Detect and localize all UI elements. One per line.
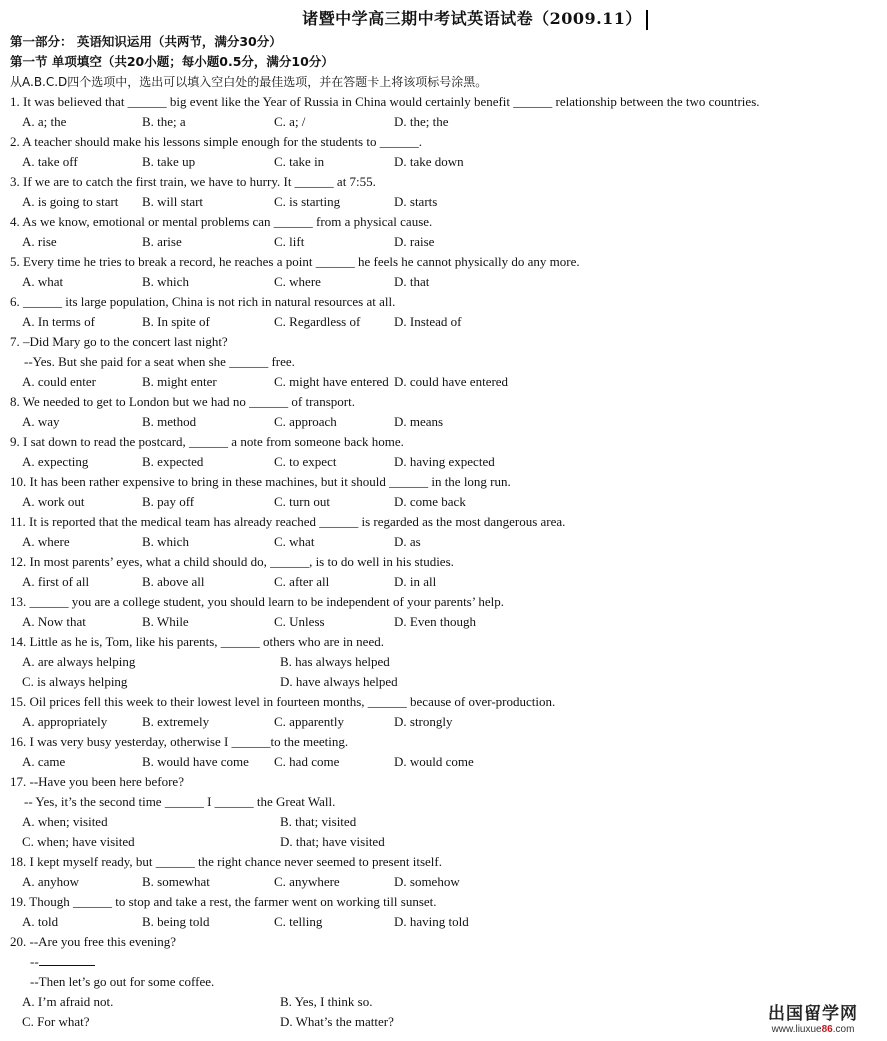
option-a: A. rise [22,234,57,249]
option-a: A. first of all [22,574,90,589]
question-stem: 12. In most parents’ eyes, what a child should do, ______, is to do well in his studies. [10,554,454,569]
option-d: D. What’s the matter? [280,1014,394,1029]
option-a: A. when; visited [22,814,108,829]
option-c: C. approach [274,414,337,429]
question-stem: 2. A teacher should make his lessons simple enough for the students to ______. [10,134,422,149]
question-stem: 15. Oil prices fell this week to their lowest level in fourteen months, ______ because of over-production. [10,694,556,709]
option-row [10,372,880,392]
option-b: B. being told [142,914,210,929]
option-a: A. could enter [22,374,97,389]
option-c: C. lift [274,234,305,249]
option-b: B. which [142,534,189,549]
option-d: D. starts [394,194,438,209]
question-stem: 13. ______ you are a college student, you should learn to be independent of your parents’ help. [10,594,504,609]
option-c: C. Unless [274,614,325,629]
option-b: B. Yes, I think so. [280,994,373,1009]
question-stem: 6. ______ its large population, China is not rich in natural resources at all. [10,294,396,309]
option-row [10,272,880,292]
question-stem: 1. It was believed that ______ big event like the Year of Russia in China would certainly benefit ______ relationship between the two countries. [10,94,760,109]
option-row [10,1012,880,1032]
option-row [10,412,880,432]
option-c: C. take in [274,154,325,169]
answer-blank [39,953,95,966]
option-a: A. is going to start [22,194,119,209]
option-b: B. While [142,614,189,629]
option-c: C. when; have visited [22,834,135,849]
option-c: C. a; / [274,114,306,129]
question-stem: 4. As we know, emotional or mental problems can ______ from a physical cause. [10,214,433,229]
option-b: B. which [142,274,189,289]
option-d: D. raise [394,234,435,249]
option-row [10,232,880,252]
option-b: B. take up [142,154,196,169]
watermark-logo [753,999,873,1035]
question-stem: 5. Every time he tries to break a record, he reaches a point ______ he feels he cannot physically do any more. [10,254,580,269]
option-c: C. anywhere [274,874,340,889]
option-c: C. after all [274,574,330,589]
watermark-name: 出国留学网 [768,1004,858,1024]
question-stem: 7. –Did Mary go to the concert last night? [10,334,228,349]
instructions: 从A.B.C.D四个选项中，选出可以填入空白处的最佳选项，并在答题卡上将该项标号涂黑。 [10,75,488,89]
option-row [10,312,880,332]
option-a: A. In terms of [22,314,95,329]
option-row [10,612,880,632]
option-b: B. might enter [142,374,217,389]
option-d: D. could have entered [394,374,509,389]
option-d: D. in all [394,574,437,589]
option-d: D. having told [394,914,469,929]
option-d: D. strongly [394,714,453,729]
question-stem: 14. Little as he is, Tom, like his parents, ______ others who are in need. [10,634,384,649]
option-a: A. told [22,914,59,929]
option-row [10,872,880,892]
option-row [10,812,880,832]
option-d: D. somehow [394,874,460,889]
option-a: A. appropriately [22,714,108,729]
option-b: B. method [142,414,197,429]
option-b: B. that; visited [280,814,357,829]
option-c: C. is starting [274,194,341,209]
option-d: D. the; the [394,114,449,129]
question-line: --Yes. But she paid for a seat when she ______ free. [24,354,295,369]
option-b: B. pay off [142,494,195,509]
option-row [10,672,880,692]
option-b: B. above all [142,574,205,589]
option-row [10,652,880,672]
question-stem: 3. If we are to catch the first train, we have to hurry. It ______ at 7:55. [10,174,376,189]
option-d: D. that [394,274,430,289]
option-row [10,452,880,472]
question-list [10,92,880,1032]
option-b: B. expected [142,454,204,469]
option-d: D. having expected [394,454,495,469]
option-row [10,192,880,212]
text-cursor [646,10,648,30]
option-row [10,572,880,592]
option-a: A. work out [22,494,85,509]
question-stem: 18. I kept myself ready, but ______ the right chance never seemed to present itself. [10,854,442,869]
option-a: A. way [22,414,60,429]
option-d: D. that; have visited [280,834,385,849]
option-d: D. Instead of [394,314,462,329]
question-line: -- [10,952,880,972]
option-row [10,992,880,1012]
exam-page [10,6,880,1032]
option-d: D. would come [394,754,474,769]
option-row [10,112,880,132]
option-c: C. where [274,274,321,289]
option-d: D. have always helped [280,674,398,689]
question-stem: 16. I was very busy yesterday, otherwise I ______to the meeting. [10,734,349,749]
option-a: A. anyhow [22,874,80,889]
question-stem: 8. We needed to get to London but we had no ______ of transport. [10,394,355,409]
option-c: C. is always helping [22,674,128,689]
question-stem: 10. It has been rather expensive to bring in these machines, but it should ______ in the long run. [10,474,511,489]
option-c: C. For what? [22,1014,90,1029]
watermark-url: www.liuxue86.com [771,1024,855,1035]
option-a: A. I’m afraid not. [22,994,114,1009]
option-a: A. Now that [22,614,86,629]
option-a: A. expecting [22,454,89,469]
option-b: B. the; a [142,114,186,129]
option-row [10,492,880,512]
option-a: A. a; the [22,114,67,129]
question-stem: 17. --Have you been here before? [10,774,184,789]
option-a: A. what [22,274,64,289]
option-c: C. what [274,534,315,549]
option-d: D. means [394,414,444,429]
option-c: C. telling [274,914,323,929]
exam-title: 诸暨中学高三期中考试英语试卷（2009.11） [70,6,880,32]
option-row [10,532,880,552]
option-b: B. somewhat [142,874,210,889]
question-stem: 11. It is reported that the medical team has already reached ______ is regarded as the most dangerous area. [10,514,566,529]
option-d: D. as [394,534,421,549]
option-row [10,912,880,932]
option-d: D. take down [394,154,464,169]
option-row [10,152,880,172]
section-heading: 第一节 单项填空（共20小题；每小题0.5分，满分10分） [10,54,334,69]
question-stem: 19. Though ______ to stop and take a rest, the farmer went on working till sunset. [10,894,437,909]
option-a: A. are always helping [22,654,136,669]
option-row [10,752,880,772]
question-stem: 20. --Are you free this evening? [10,934,177,949]
option-b: B. has always helped [280,654,390,669]
question-line: -- Yes, it’s the second time ______ I ______ the Great Wall. [24,794,336,809]
question-stem: 9. I sat down to read the postcard, ______ a note from someone back home. [10,434,404,449]
option-row [10,712,880,732]
option-b: B. In spite of [142,314,210,329]
option-c: C. apparently [274,714,345,729]
option-c: C. Regardless of [274,314,361,329]
option-b: B. would have come [142,754,249,769]
option-c: C. turn out [274,494,330,509]
option-c: C. might have entered [274,374,389,389]
option-d: D. Even though [394,614,476,629]
option-a: A. where [22,534,70,549]
option-b: B. will start [142,194,204,209]
option-a: A. take off [22,154,78,169]
option-c: C. had come [274,754,340,769]
option-b: B. arise [142,234,182,249]
option-a: A. came [22,754,66,769]
option-d: D. come back [394,494,466,509]
part-heading: 第一部分： 英语知识运用（共两节，满分30分） [10,34,282,49]
option-row [10,832,880,852]
option-b: B. extremely [142,714,210,729]
option-c: C. to expect [274,454,337,469]
question-line: --Then let’s go out for some coffee. [30,974,215,989]
